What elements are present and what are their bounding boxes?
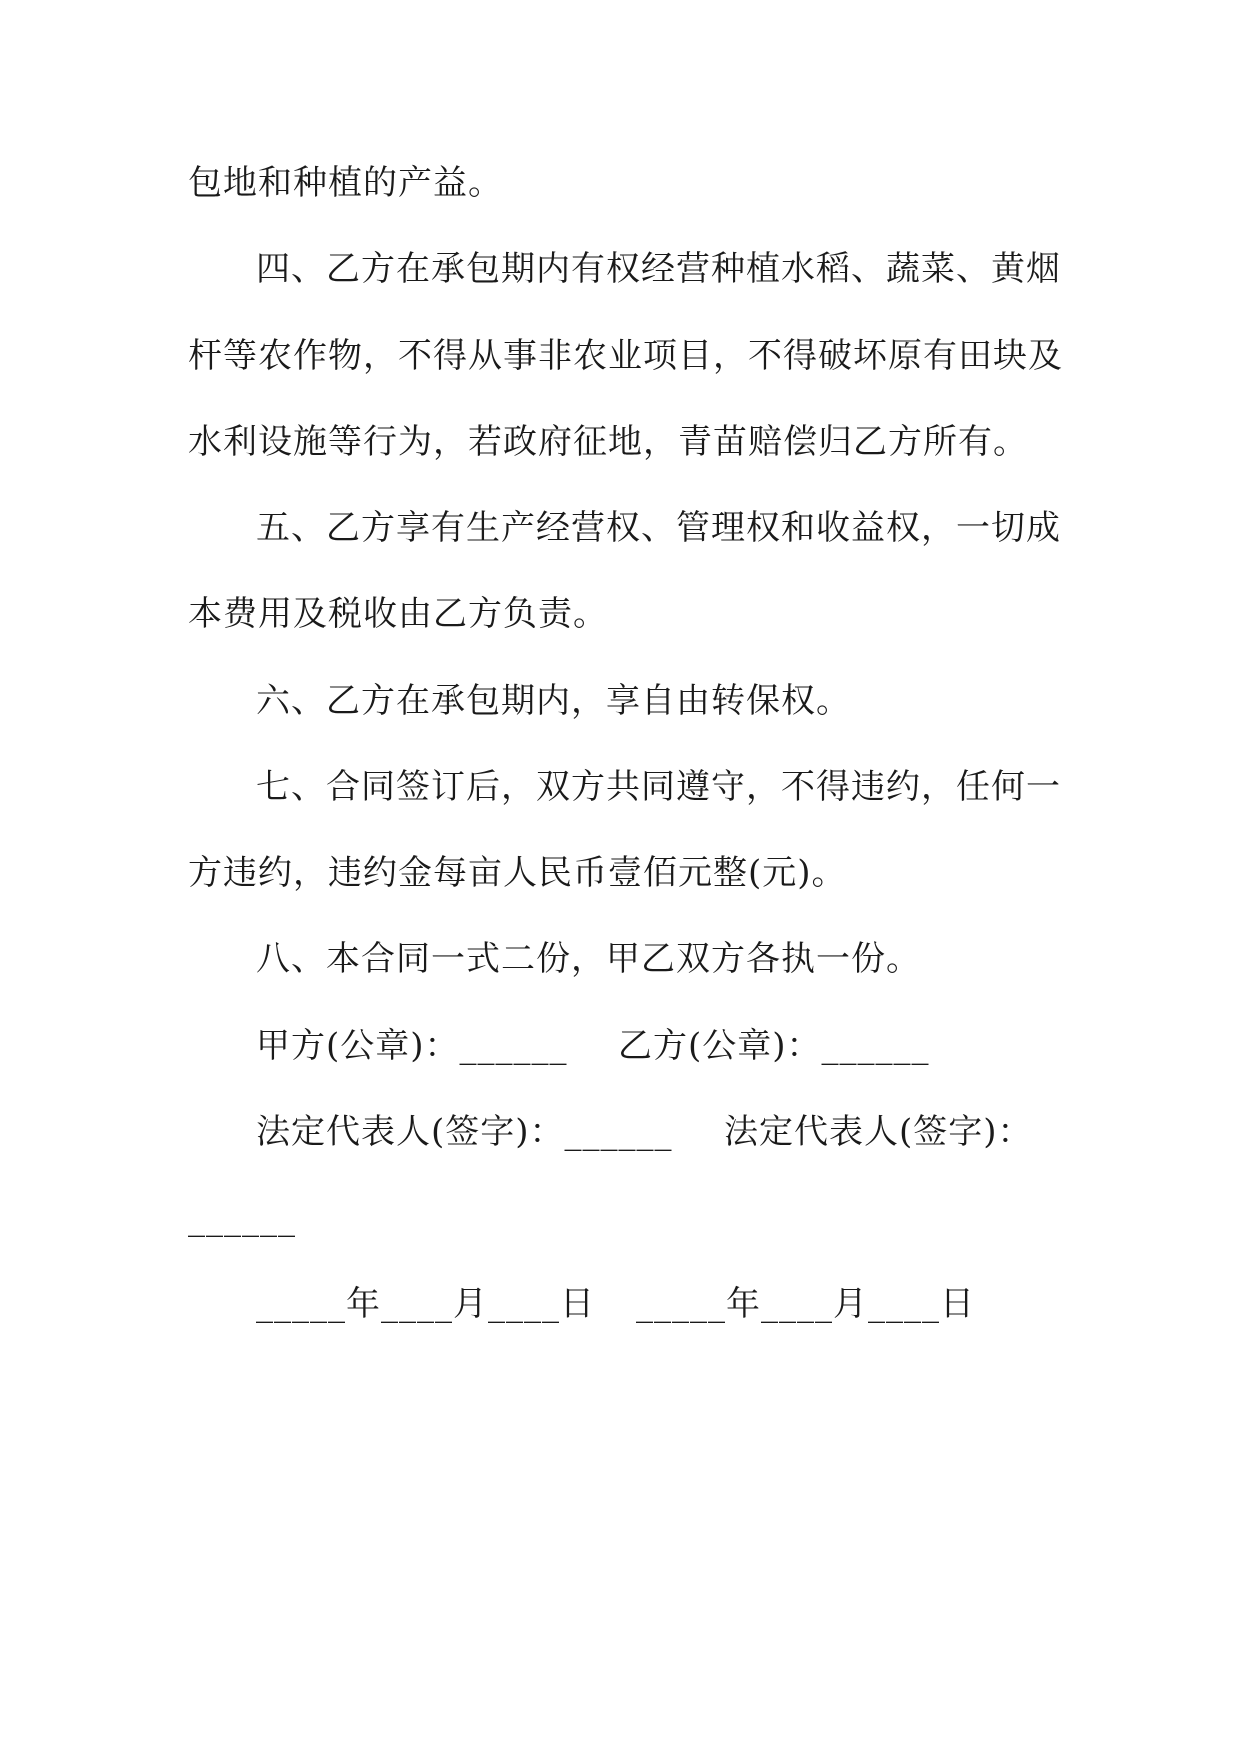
paragraph-line: 包地和种植的产益。 — [188, 163, 503, 203]
clause-seven-line: 七、合同签订后，双方共同遵守，不得违约，任何一 — [256, 767, 1061, 807]
party-a-seal: 甲方(公章)：______ — [256, 1026, 568, 1066]
party-b-representative-blank: ______ — [188, 1198, 296, 1238]
seal-row — [256, 1025, 1156, 1067]
paragraph-line: 杆等农作物，不得从事非农业项目，不得破坏原有田块及 — [188, 336, 1063, 376]
date-row — [256, 1283, 1156, 1325]
clause-six-line: 六、乙方在承包期内，享自由转保权。 — [256, 681, 851, 721]
clause-five-line: 五、乙方享有生产经营权、管理权和收益权，一切成 — [256, 508, 1061, 548]
party-a-representative: 法定代表人(签字)：______ — [256, 1112, 673, 1152]
paragraph-line: 水利设施等行为，若政府征地，青苗赔偿归乙方所有。 — [188, 422, 1028, 462]
party-b-representative: 法定代表人(签字)： — [724, 1112, 1033, 1152]
representative-row — [256, 1111, 1156, 1153]
clause-eight-line: 八、本合同一式二份，甲乙双方各执一份。 — [256, 939, 921, 979]
party-b-seal: 乙方(公章)：______ — [618, 1026, 930, 1066]
party-a-date: _____年____月____日 — [256, 1284, 595, 1324]
party-b-date: _____年____月____日 — [636, 1284, 975, 1324]
paragraph-line: 方违约，违约金每亩人民币壹佰元整(元)。 — [188, 853, 847, 893]
paragraph-line: 本费用及税收由乙方负责。 — [188, 594, 608, 634]
clause-four-line: 四、乙方在承包期内有权经营种植水稻、蔬菜、黄烟 — [256, 249, 1061, 289]
